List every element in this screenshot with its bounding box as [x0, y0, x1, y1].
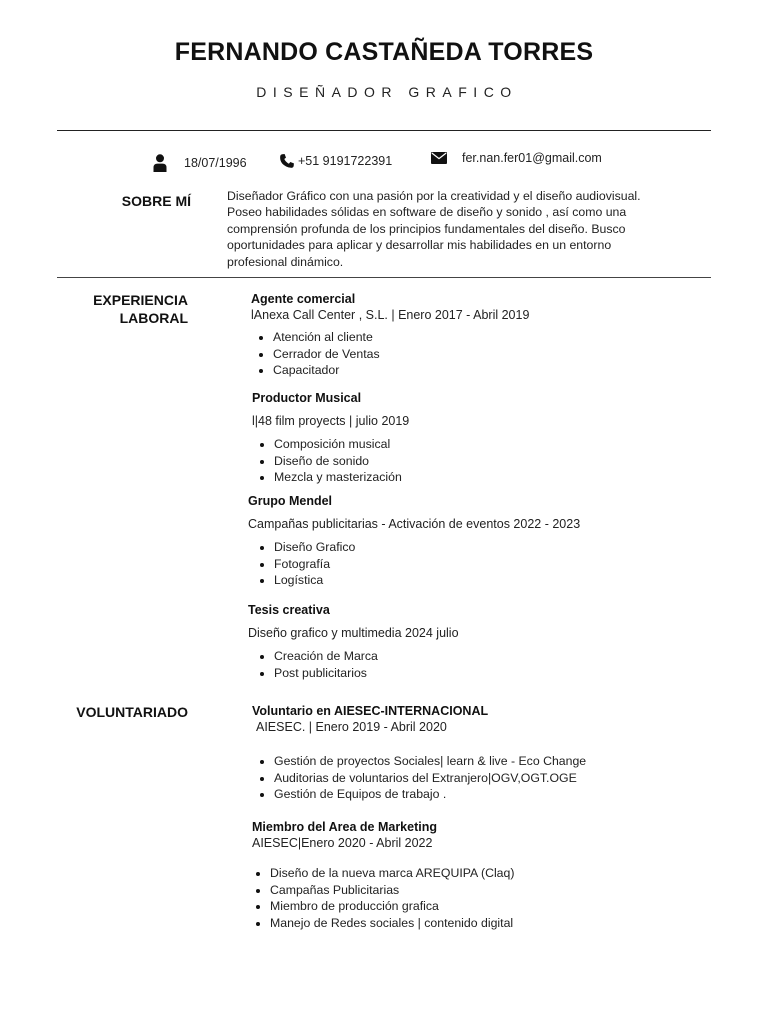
experience-title	[60, 291, 188, 327]
contact-email	[431, 151, 602, 165]
volunteer-bullets	[274, 753, 586, 803]
experience-title-line1: EXPERIENCIA	[93, 292, 188, 308]
about-divider	[57, 277, 711, 278]
envelope-icon	[431, 152, 447, 164]
job-title: Productor Musical	[252, 391, 362, 405]
list-item: Gestión de proyectos Sociales| learn & live - Eco Change	[274, 754, 587, 768]
job-role: DISEÑADOR GRAFICO	[256, 84, 518, 100]
contact-phone	[279, 153, 392, 169]
contact-birthdate	[153, 154, 247, 172]
list-item: Auditorias de voluntarios del Extranjero|OGV,OGT.OGE	[274, 770, 586, 787]
volunteer-subtitle: AIESEC. | Enero 2019 - Abril 2020	[256, 720, 447, 734]
job-subtitle: Campañas publicitarias - Activación de eventos 2022 - 2023	[248, 517, 581, 531]
job-entry	[252, 390, 409, 486]
about-text: Diseñador Gráfico con una pasión por la creatividad y el diseño audiovisual. Poseo habilidades sólidas en software de diseño y sonido , así como una comprensión profunda de los principios fundamentales del diseño. Busco oportunidades para aplicar y desarrollar mis habilidades en un entorno profesional dinámico.	[227, 189, 641, 269]
volunteer-title: Miembro del Area de Marketing	[252, 820, 437, 834]
job-bullets	[274, 436, 409, 486]
job-entry	[248, 493, 580, 589]
job-subtitle: lAnexa Call Center , S.L. | Enero 2017 - Abril 2019	[251, 308, 530, 322]
list-item: Miembro de producción grafica	[270, 898, 514, 915]
volunteer-entry	[252, 703, 586, 803]
job-bullets	[274, 648, 459, 681]
list-item: Diseño de sonido	[274, 453, 409, 470]
job-title: Tesis creativa	[248, 603, 330, 617]
list-item: Logística	[274, 572, 580, 589]
phone-text: +51 9191722391	[298, 154, 393, 168]
person-icon	[153, 154, 167, 172]
volunteer-entry	[252, 819, 514, 931]
list-item: Creación de Marca	[274, 648, 459, 665]
list-item: Manejo de Redes sociales | contenido digital	[270, 915, 514, 930]
candidate-name: FERNANDO CASTAÑEDA TORRES	[174, 38, 594, 66]
job-entry	[248, 602, 459, 681]
experience-title-line2: LABORAL	[119, 310, 188, 326]
birthdate-text: 18/07/1996	[184, 156, 247, 170]
job-subtitle: Diseño grafico y multimedia 2024 julio	[248, 626, 459, 640]
list-item: Gestión de Equipos de trabajo .	[274, 786, 586, 803]
list-item: Atención al cliente	[273, 329, 529, 346]
list-item: Cerrador de Ventas	[273, 346, 529, 363]
job-title: Agente comercial	[251, 292, 356, 306]
job-entry	[251, 291, 529, 379]
job-bullets	[273, 329, 529, 379]
list-item: Diseño de la nueva marca AREQUIPA (Claq)	[270, 866, 515, 880]
list-item: Mezcla y masterización	[274, 469, 409, 486]
volunteer-subtitle: AIESEC|Enero 2020 - Abril 2022	[252, 836, 433, 850]
list-item: Composición musical	[274, 436, 409, 453]
list-item: Capacitador	[273, 362, 529, 379]
job-bullets	[274, 539, 580, 589]
header-divider	[57, 130, 711, 131]
volunteering-title: VOLUNTARIADO	[76, 704, 188, 720]
list-item: Post publicitarios	[274, 665, 459, 682]
volunteer-bullets	[270, 865, 514, 931]
list-item: Campañas Publicitarias	[270, 882, 514, 899]
about-title: SOBRE MÍ	[121, 193, 191, 209]
job-title: Grupo Mendel	[248, 494, 333, 508]
job-subtitle: l|48 film proyects | julio 2019	[252, 414, 410, 428]
email-text: fer.nan.fer01@gmail.com	[462, 151, 602, 165]
list-item: Fotografía	[274, 556, 580, 573]
volunteer-title: Voluntario en AIESEC-INTERNACIONAL	[252, 704, 489, 718]
phone-icon	[279, 153, 295, 169]
list-item: Diseño Grafico	[274, 539, 580, 556]
